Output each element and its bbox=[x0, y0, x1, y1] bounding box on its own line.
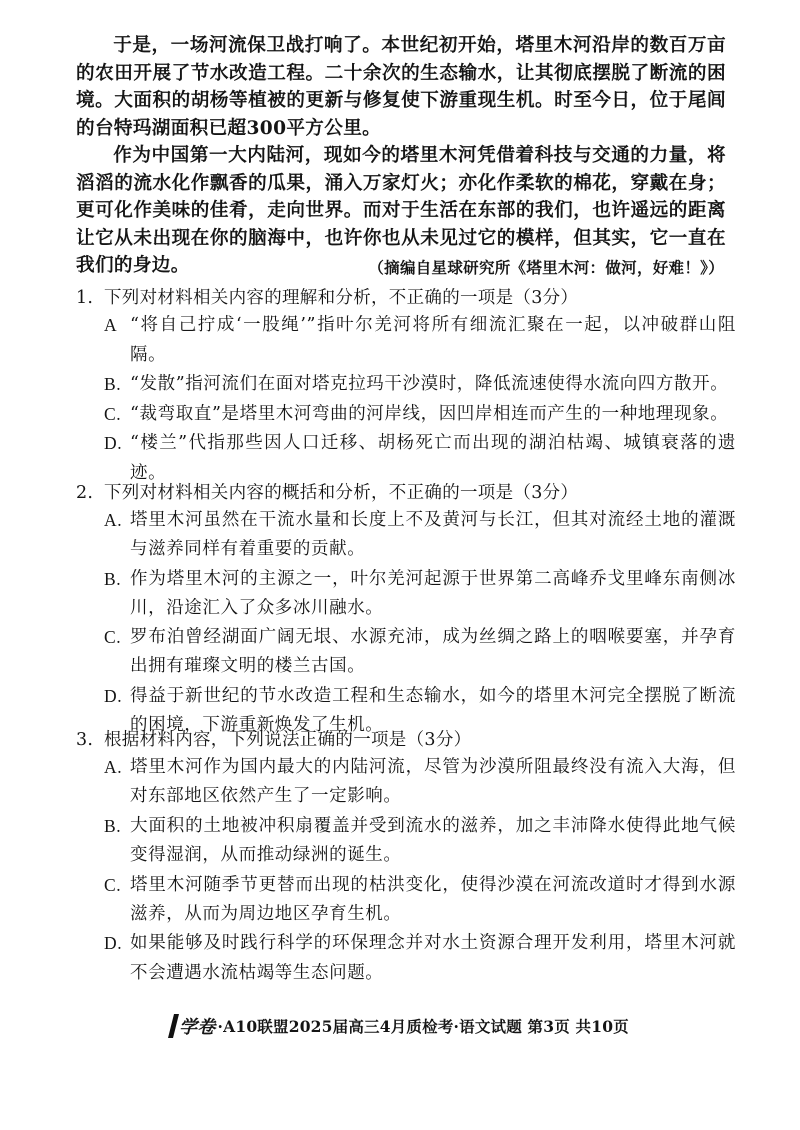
question-text: 下列对材料相关内容的概括和分析，不正确的一项是（3分） bbox=[104, 483, 579, 503]
option-text: 塔里木河虽然在干流水量和长度上不及黄河与长江，但其对流经土地的灌溉与滋养同样有着重要的贡献。 bbox=[130, 510, 736, 560]
question-1 bbox=[76, 285, 736, 488]
passage-paragraph-1: 于是，一场河流保卫战打响了。本世纪初开始，塔里木河沿岸的数百万亩的农田开展了节水改造工程。二十余次的生态输水，让其彻底摆脱了断流的困境。大面积的胡杨等植被的更新与修复使下游重现生机。时至今日，位于尾闾的台特玛湖面积已超300平方公里。 bbox=[76, 35, 726, 139]
question-3 bbox=[76, 727, 736, 988]
question-text: 下列对材料相关内容的理解和分析，不正确的一项是（3分） bbox=[104, 288, 579, 308]
option-letter: A. bbox=[104, 510, 123, 530]
option-c bbox=[76, 623, 736, 682]
question-stem bbox=[76, 285, 736, 311]
option-a bbox=[76, 506, 736, 565]
option-d bbox=[76, 929, 736, 988]
option-letter: B. bbox=[104, 815, 122, 836]
option-letter: D. bbox=[104, 685, 123, 706]
option-a bbox=[76, 311, 736, 370]
option-text: 作为塔里木河的主源之一，叶尔羌河起源于世界第二高峰乔戈里峰东南侧冰川，沿途汇入了众多冰川融水。 bbox=[130, 568, 736, 618]
question-text: 根据材料内容，下列说法正确的一项是（3分） bbox=[104, 730, 472, 750]
option-letter: D. bbox=[104, 933, 123, 954]
option-text: “将自己拧成‘一股绳’”指叶尔羌河将所有细流汇聚在一起，以冲破群山阻隔。 bbox=[130, 315, 736, 365]
option-text: “发散”指河流们在面对塔克拉玛干沙漠时，降低流速使得水流向四方散开。 bbox=[130, 374, 729, 394]
option-letter: B. bbox=[104, 374, 122, 394]
question-number: 1. bbox=[76, 288, 94, 308]
option-text: 塔里木河随季节更替而出现的枯洪变化，使得沙漠在河流改道时才得到水源滋养，从而为周边地区孕育生机。 bbox=[130, 874, 736, 925]
option-text: “楼兰”代指那些因人口迁移、胡杨死亡而出现的湖泊枯竭、城镇衰落的遗迹。 bbox=[130, 433, 736, 483]
option-text: 罗布泊曾经湖面广阔无垠、水源充沛，成为丝绸之路上的咽喉要塞，并孕育出拥有璀璨文明的楼兰古国。 bbox=[130, 627, 736, 677]
footer-text: ·A10联盟2025届高三4月质检考·语文试题 第3页 共10页 bbox=[217, 1017, 629, 1036]
option-text: 大面积的土地被冲积扇覆盖并受到流水的滋养，加之丰沛降水使得此地气候变得湿润，从而推动绿洲的诞生。 bbox=[130, 815, 736, 866]
option-b bbox=[76, 812, 736, 871]
option-text: “裁弯取直”是塔里木河弯曲的河岸线，因凹岸相连而产生的一种地理现象。 bbox=[130, 403, 729, 424]
option-c bbox=[76, 871, 736, 930]
option-letter: A bbox=[104, 315, 118, 335]
option-text: 得益于新世纪的节水改造工程和生态输水，如今的塔里木河完全摆脱了断流的困境，下游重新焕发了生机。 bbox=[130, 685, 736, 736]
option-letter: C. bbox=[104, 627, 122, 648]
option-letter: A. bbox=[104, 757, 123, 777]
passage-source: （摘编自星球研究所《塔里木河：做河，好难！》） bbox=[368, 258, 724, 277]
passage-paragraph-2: 作为中国第一大内陆河，现如今的塔里木河凭借着科技与交通的力量，将滔滔的流水化作飘香的瓜果，涌入万家灯火；亦化作柔软的棉花，穿戴在身；更可化作美味的佳肴，走向世界。而对于生活在东部的我们，也许遥远的距离让它从未出现在你的脑海中，也许你也从未见过它的模样，但其实，它一直在我们的身边。 bbox=[76, 145, 726, 277]
option-letter: C. bbox=[104, 403, 122, 424]
question-stem bbox=[76, 480, 736, 506]
option-letter: D. bbox=[104, 433, 123, 453]
option-letter: C. bbox=[104, 874, 122, 895]
brand-logo bbox=[171, 1013, 215, 1039]
option-letter: B. bbox=[104, 568, 122, 589]
option-a bbox=[76, 753, 736, 812]
option-text: 如果能够及时践行科学的环保理念并对水土资源合理开发利用，塔里木河就不会遭遇水流枯竭等生态问题。 bbox=[130, 933, 736, 983]
option-text: 塔里木河作为国内最大的内陆河流，尽管为沙漠所阻最终没有流入大海，但对东部地区依然产生了一定影响。 bbox=[130, 757, 736, 807]
option-c bbox=[76, 400, 736, 430]
option-b bbox=[76, 565, 736, 624]
logo-text: 学卷 bbox=[179, 1017, 216, 1038]
option-b bbox=[76, 370, 736, 400]
page-footer bbox=[0, 1013, 800, 1039]
question-number: 3. bbox=[76, 730, 94, 750]
logo-mark-icon bbox=[168, 1014, 179, 1038]
question-number: 2. bbox=[76, 483, 94, 503]
question-2 bbox=[76, 480, 736, 740]
question-stem bbox=[76, 727, 736, 753]
